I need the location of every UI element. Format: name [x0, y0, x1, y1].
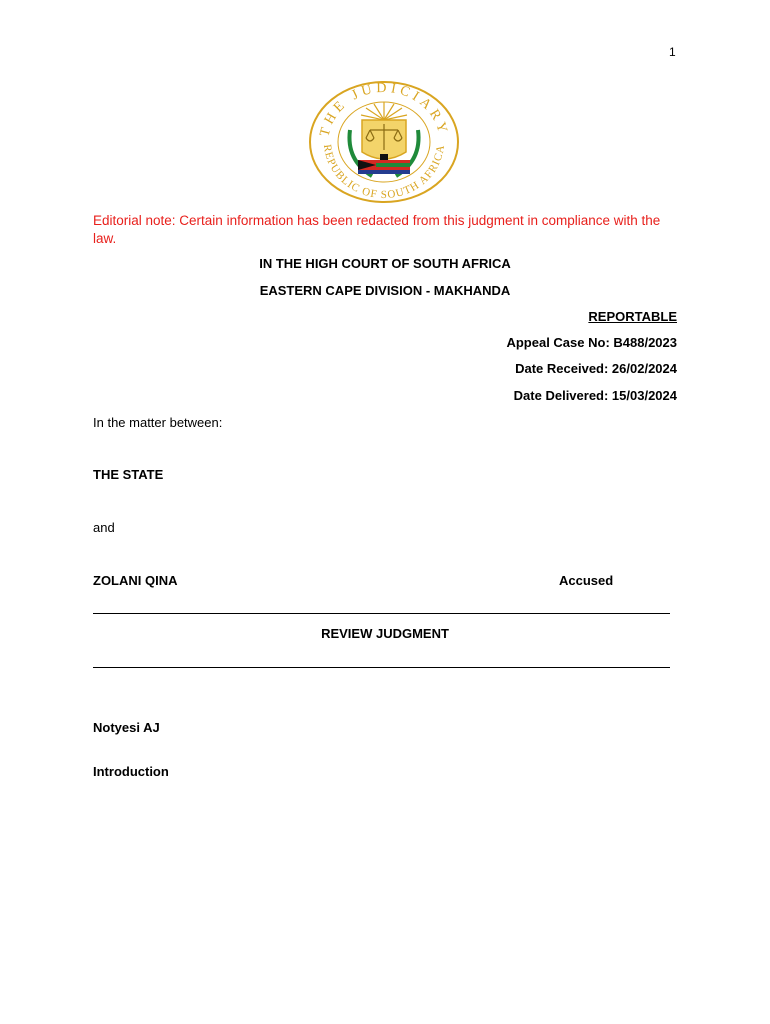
seal-top-text: THE JUDICIARY	[317, 80, 451, 139]
date-received: Date Received: 26/02/2024	[515, 361, 677, 376]
judgment-title: REVIEW JUDGMENT	[321, 626, 449, 641]
party-state: THE STATE	[93, 467, 164, 482]
divider-top	[93, 613, 670, 614]
court-name: IN THE HIGH COURT OF SOUTH AFRICA	[259, 256, 511, 271]
date-delivered: Date Delivered: 15/03/2024	[513, 388, 677, 403]
reportable-label: REPORTABLE	[588, 309, 677, 324]
court-division: EASTERN CAPE DIVISION - MAKHANDA	[259, 283, 511, 298]
party-accused-role: Accused	[559, 573, 614, 588]
page-number: 1	[669, 45, 676, 59]
editorial-note: Editorial note: Certain information has been redacted from this judgment in compliance with the law.	[93, 213, 661, 246]
section-heading: Introduction	[93, 764, 169, 779]
judiciary-seal-icon	[306, 80, 462, 204]
judge-name: Notyesi AJ	[93, 720, 160, 735]
party-connector: and	[93, 520, 115, 535]
seal-bottom-text: REPUBLIC OF SOUTH AFRICA	[320, 143, 448, 202]
party-accused-name: ZOLANI QINA	[93, 573, 178, 588]
matter-intro: In the matter between:	[93, 415, 223, 430]
divider-bottom	[93, 667, 670, 668]
appeal-case-number: Appeal Case No: B488/2023	[506, 335, 677, 350]
